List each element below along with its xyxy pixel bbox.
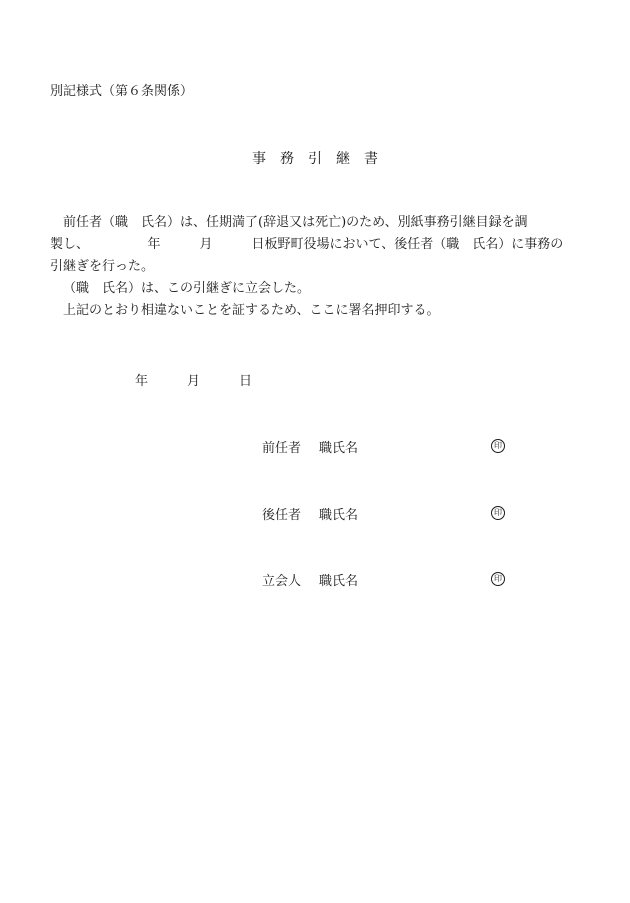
form-reference: 別記様式（第６条関係） <box>50 84 194 99</box>
paragraph-line-2: 製し、 年 月 日板野町役場において、後任者（職 氏名）に事務の <box>50 237 564 252</box>
signature-label: 職氏名 <box>319 574 359 589</box>
paragraph-line-1: 前任者（職 氏名）は、任期満了(辞退又は死亡)のため、別紙事務引継目録を調 <box>63 215 528 230</box>
paragraph-line-3: 引継ぎを行った。 <box>50 259 155 274</box>
document-title: 事 務 引 継 書 <box>252 151 378 167</box>
signature-role: 立会人 <box>262 574 302 589</box>
paragraph-line-4: （職 氏名）は、この引継ぎに立会した。 <box>63 281 311 296</box>
seal-mark-icon: 印 <box>491 506 505 520</box>
seal-mark-icon: 印 <box>491 439 505 453</box>
date-line: 年 月 日 <box>135 374 253 389</box>
signature-row-successor <box>262 504 512 524</box>
signature-role: 前任者 <box>262 441 302 456</box>
seal-mark-icon: 印 <box>491 572 505 586</box>
signature-row-witness <box>262 570 512 590</box>
body-text <box>50 212 582 322</box>
signature-row-predecessor <box>262 437 512 457</box>
paragraph-line-5: 上記のとおり相違ないことを証するため、ここに署名押印する。 <box>63 303 440 318</box>
signature-label: 職氏名 <box>319 508 359 523</box>
signature-label: 職氏名 <box>319 441 359 456</box>
signature-role: 後任者 <box>262 508 302 523</box>
